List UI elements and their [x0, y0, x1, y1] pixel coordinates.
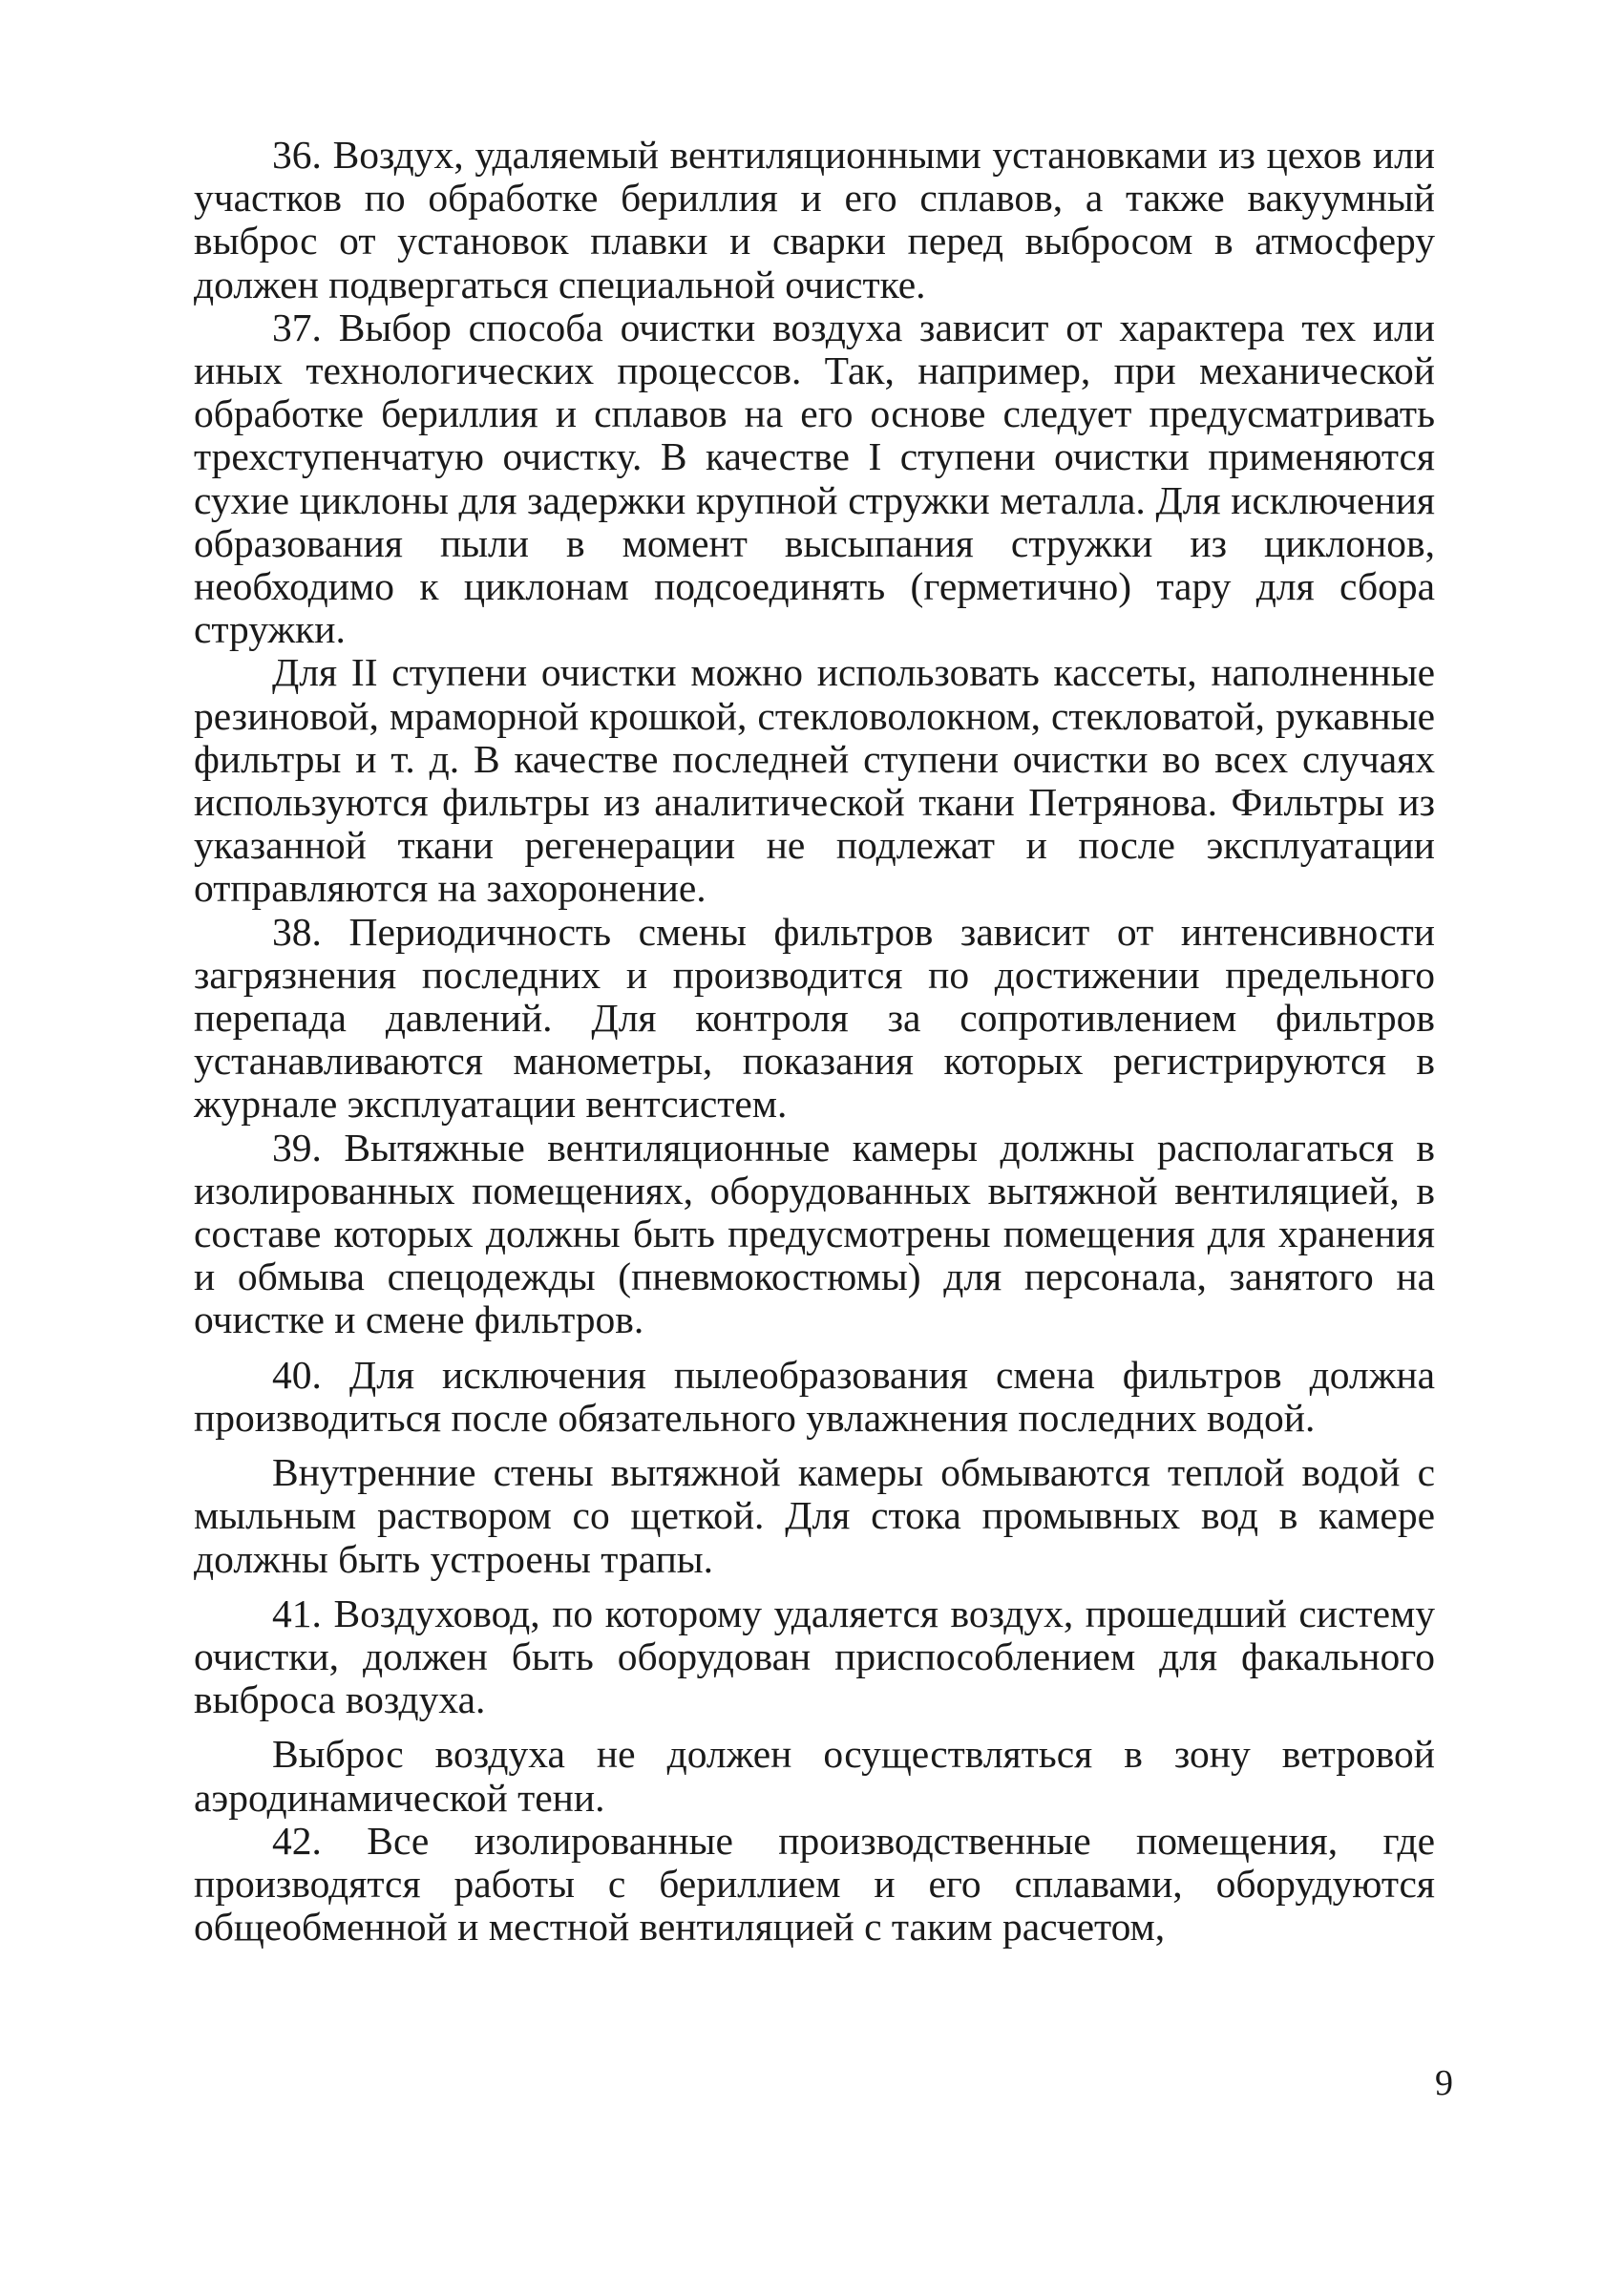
body-text: [194, 134, 1435, 1949]
paragraph-text: Воздух, удаляемый вентиляционными установками из цехов или участков по обработке бериллия и его сплавов, а также вакуумный выброс от установок плавки и сварки перед выбросом в атмосферу должен подвергаться специальной очистке.: [194, 133, 1435, 306]
paragraph-text: Воздуховод, по которому удаляется воздух, прошедший систему очистки, должен быть оборудован приспособлением для факального выброса воздуха.: [194, 1591, 1436, 1722]
paragraph-text: Вытяжные вентиляционные камеры должны располагаться в изолированных помещениях, оборудованных вытяжной вентиляцией, в составе которых должны быть предусмотрены помещения для хранения и обмыва спецодежды (пневмокостюмы) для персонала, занятого на очистке и смене фильтров.: [194, 1125, 1435, 1342]
paragraph-text: Все изолированные производственные помещения, где производятся работы с бериллием и его сплавами, оборудуются общеобменной и местной вентиляцией с таким расчетом,: [194, 1818, 1435, 1950]
paragraph-number: 42.: [272, 1818, 322, 1863]
paragraph-41: [194, 1592, 1435, 1722]
paragraph-37: [194, 306, 1435, 652]
paragraph-number: 41.: [272, 1591, 322, 1635]
paragraph-38: [194, 911, 1435, 1127]
paragraph-text: Для исключения пылеобразования смена фильтров должна производиться после обязательного увлажнения последних водой.: [194, 1352, 1435, 1440]
paragraph-number: 40.: [272, 1352, 322, 1397]
paragraph-text: Выброс воздуха не должен осуществляться в зону ветровой аэродинамической тени.: [194, 1732, 1435, 1820]
paragraph-37-continued: [194, 651, 1435, 910]
paragraph-40: [194, 1354, 1435, 1440]
paragraph-36: [194, 134, 1435, 306]
paragraph-41-continued: [194, 1733, 1435, 1819]
paragraph-number: 38.: [272, 909, 322, 954]
paragraph-text: Для II ступени очистки можно использовать кассеты, наполненные резиновой, мраморной крошкой, стекловолокном, стекловатой, рукавные фильтры и т. д. В качестве последней ступени очистки во всех случаях используются фильтры из аналитической ткани Петрянова. Фильтры из указанной ткани регенерации не подлежат и после эксплуатации отправляются на захоронение.: [194, 650, 1435, 911]
paragraph-42: [194, 1820, 1435, 1950]
paragraph-number: 37.: [272, 305, 322, 349]
paragraph-text: Внутренние стены вытяжной камеры обмываются теплой водой с мыльным раствором со щеткой. Для стока промывных вод в камере должны быть устроены трапы.: [194, 1450, 1435, 1581]
page-number: 9: [1435, 2063, 1453, 2103]
paragraph-40-continued: [194, 1451, 1435, 1581]
paragraph-39: [194, 1127, 1435, 1342]
paragraph-text: Выбор способа очистки воздуха зависит от характера тех или иных технологических процессов. Так, например, при механической обработке бериллия и сплавов на его основе следует предусматривать трехступенчатую очистку. В качестве I ступени очистки применяются сухие циклоны для задержки крупной стружки металла. Для исключения образования пыли в момент высыпания стружки из циклонов, необходимо к циклонам подсоединять (герметично) тару для сбора стружки.: [194, 305, 1435, 652]
paragraph-number: 39.: [272, 1125, 322, 1170]
paragraph-text: Периодичность смены фильтров зависит от интенсивности загрязнения последних и производится по достижении предельного перепада давлений. Для контроля за сопротивлением фильтров устанавливаются манометры, показания которых регистрируются в журнале эксплуатации вентсистем.: [194, 909, 1436, 1127]
paragraph-number: 36.: [272, 133, 322, 177]
